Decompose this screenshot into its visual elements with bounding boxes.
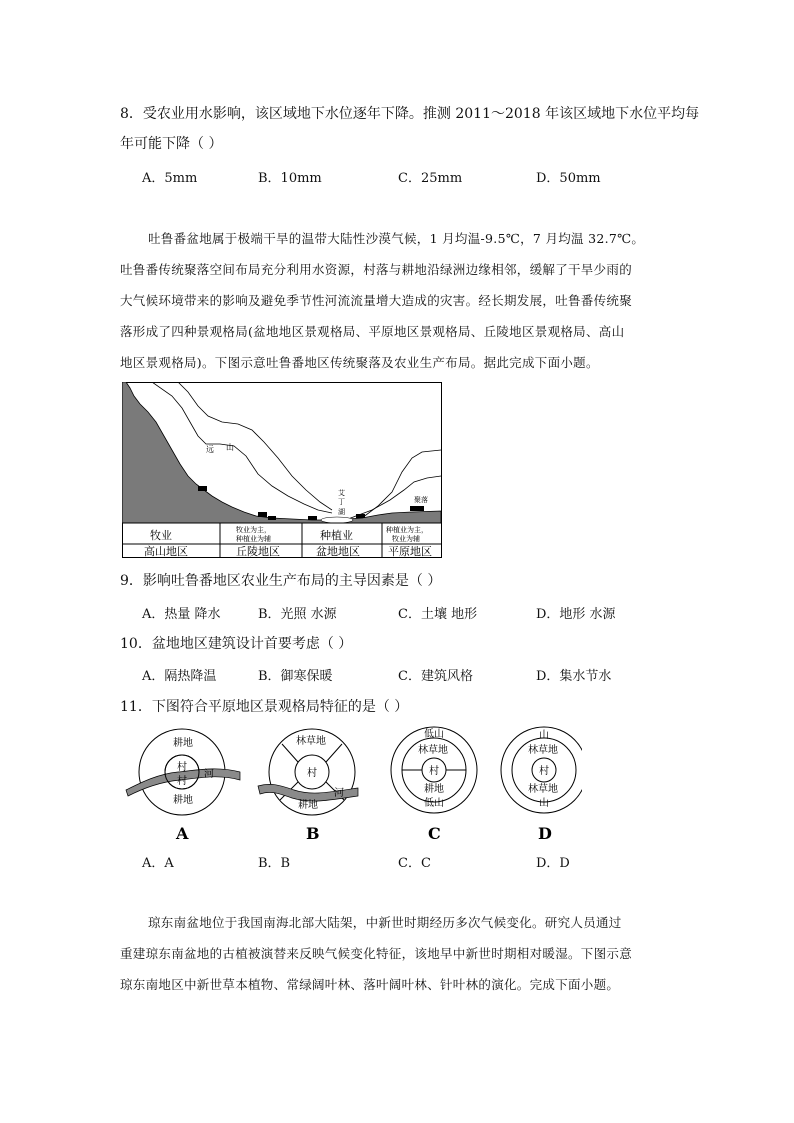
q10-stem: 10．盆地地区建筑设计首要考虑（ ） [120, 636, 353, 652]
agri-crop: 种植业 [320, 529, 353, 542]
q8-option-c[interactable]: C．25mm [398, 171, 463, 186]
terrain-svg [122, 382, 442, 558]
agri-plain-2: 牧业为辅 [392, 535, 420, 543]
q9-option-c[interactable]: C．土壤 地形 [398, 607, 478, 622]
q10-option-b[interactable]: B．御寒保暖 [258, 669, 333, 684]
q8-option-a[interactable]: A．5mm [142, 171, 198, 186]
agri-pastoral: 牧业 [150, 529, 172, 542]
b-river: 河 [334, 788, 344, 799]
passage1-line5: 地区景观格局)。下图示意吐鲁番地区传统聚落及农业生产布局。据此完成下面小题。 [120, 355, 599, 370]
label-far: 远 [206, 445, 214, 454]
d-caption: D [538, 824, 552, 843]
a-river: 河 [204, 769, 214, 780]
q9-option-d[interactable]: D．地形 水源 [536, 607, 616, 622]
figure-terrain-profile [122, 382, 442, 558]
landscape-svg [122, 726, 582, 846]
q11-option-c[interactable]: C．C [398, 856, 431, 871]
agri-hilly-1: 牧业为主， [236, 526, 271, 534]
q8-option-b[interactable]: B．10mm [258, 171, 322, 186]
b-village: 村 [307, 768, 317, 779]
c-top-lowhill: 低山 [424, 729, 444, 740]
q11-stem: 11．下图符合平原地区景观格局特征的是（ ） [120, 699, 409, 715]
q9-option-b[interactable]: B．光照 水源 [258, 607, 337, 622]
q8-option-d[interactable]: D．50mm [536, 171, 601, 186]
c-grassland: 林草地 [418, 745, 448, 756]
d-top-mountain: 山 [539, 730, 549, 741]
a-village-1: 村 [177, 762, 187, 773]
passage2-line1: 琼东南盆地位于我国南海北部大陆架，中新世时期经历多次气候变化。研究人员通过 [148, 915, 622, 930]
agri-plain-1: 种植业为主， [386, 526, 428, 534]
a-village-2: 村 [177, 776, 187, 787]
figure-landscape-patterns [122, 726, 582, 846]
label-lake-3: 湖 [338, 508, 345, 516]
label-settlement: 聚落 [414, 496, 428, 504]
d-village: 村 [539, 766, 549, 777]
region-hilly: 丘陵地区 [236, 545, 280, 558]
region-highland: 高山地区 [144, 545, 188, 558]
q10-option-d[interactable]: D．集水节水 [536, 669, 612, 684]
q9-stem: 9．影响吐鲁番地区农业生产布局的主导因素是（ ） [120, 573, 442, 589]
q11-option-a[interactable]: A．A [142, 856, 174, 871]
q11-option-b[interactable]: B．B [258, 856, 291, 871]
b-caption: B [306, 824, 320, 843]
q10-option-c[interactable]: C．建筑风格 [398, 669, 473, 684]
diagram-d [501, 727, 582, 843]
q11-option-d[interactable]: D．D [536, 856, 570, 871]
c-farmland: 耕地 [424, 784, 444, 795]
label-lake-1: 艾 [338, 489, 345, 497]
d-bottom-mountain: 山 [539, 798, 549, 809]
passage1-line3: 大气候环境带来的影响及避免季节性河流流量增大造成的灾害。经长期发展，吐鲁番传统聚 [120, 293, 633, 308]
passage1-line2: 吐鲁番传统聚落空间布局充分利用水资源，村落与耕地沿绿洲边缘相邻，缓解了干旱少雨的 [120, 262, 633, 277]
b-bottom-farmland: 耕地 [298, 800, 318, 811]
a-caption: A [176, 824, 189, 843]
passage1-line1: 吐鲁番盆地属于极端干旱的温带大陆性沙漠气候，1 月均温-9.5℃，7 月均温 32.7℃。 [148, 231, 645, 246]
agri-hilly-2: 种植业为辅 [236, 535, 271, 543]
q8-stem-line2: 年可能下降（ ） [120, 136, 223, 152]
q10-option-a[interactable]: A．隔热降温 [142, 669, 217, 684]
region-plain: 平原地区 [388, 545, 432, 558]
diagram-a [126, 729, 240, 843]
c-caption: C [428, 824, 441, 843]
diagram-c [391, 727, 477, 843]
diagram-b [258, 729, 358, 843]
label-mountain: 山 [226, 443, 234, 452]
label-lake-2: 丁 [338, 498, 345, 506]
a-top-farmland: 耕地 [173, 738, 193, 749]
q8-stem-line1: 8．受农业用水影响，该区域地下水位逐年下降。推测 2011～2018 年该区域地下水位平均每 [120, 106, 700, 122]
d-grassland-top: 林草地 [528, 745, 558, 756]
d-grassland-bottom: 林草地 [528, 784, 558, 795]
c-village: 村 [429, 766, 439, 777]
passage2-line3: 琼东南地区中新世草本植物、常绿阔叶林、落叶阔叶林、针叶林的演化。完成下面小题。 [120, 977, 620, 992]
q9-option-a[interactable]: A．热量 降水 [142, 607, 221, 622]
passage2-line2: 重建琼东南盆地的古植被演替来反映气候变化特征，该地早中新世时期相对暖湿。下图示意 [120, 946, 633, 961]
b-top-grassland: 林草地 [296, 736, 326, 747]
c-bottom-lowhill: 低山 [424, 798, 444, 809]
region-basin: 盆地地区 [316, 545, 360, 558]
passage1-line4: 落形成了四种景观格局(盆地地区景观格局、平原地区景观格局、丘陵地区景观格局、高山 [120, 324, 625, 339]
a-bottom-farmland: 耕地 [173, 795, 193, 806]
